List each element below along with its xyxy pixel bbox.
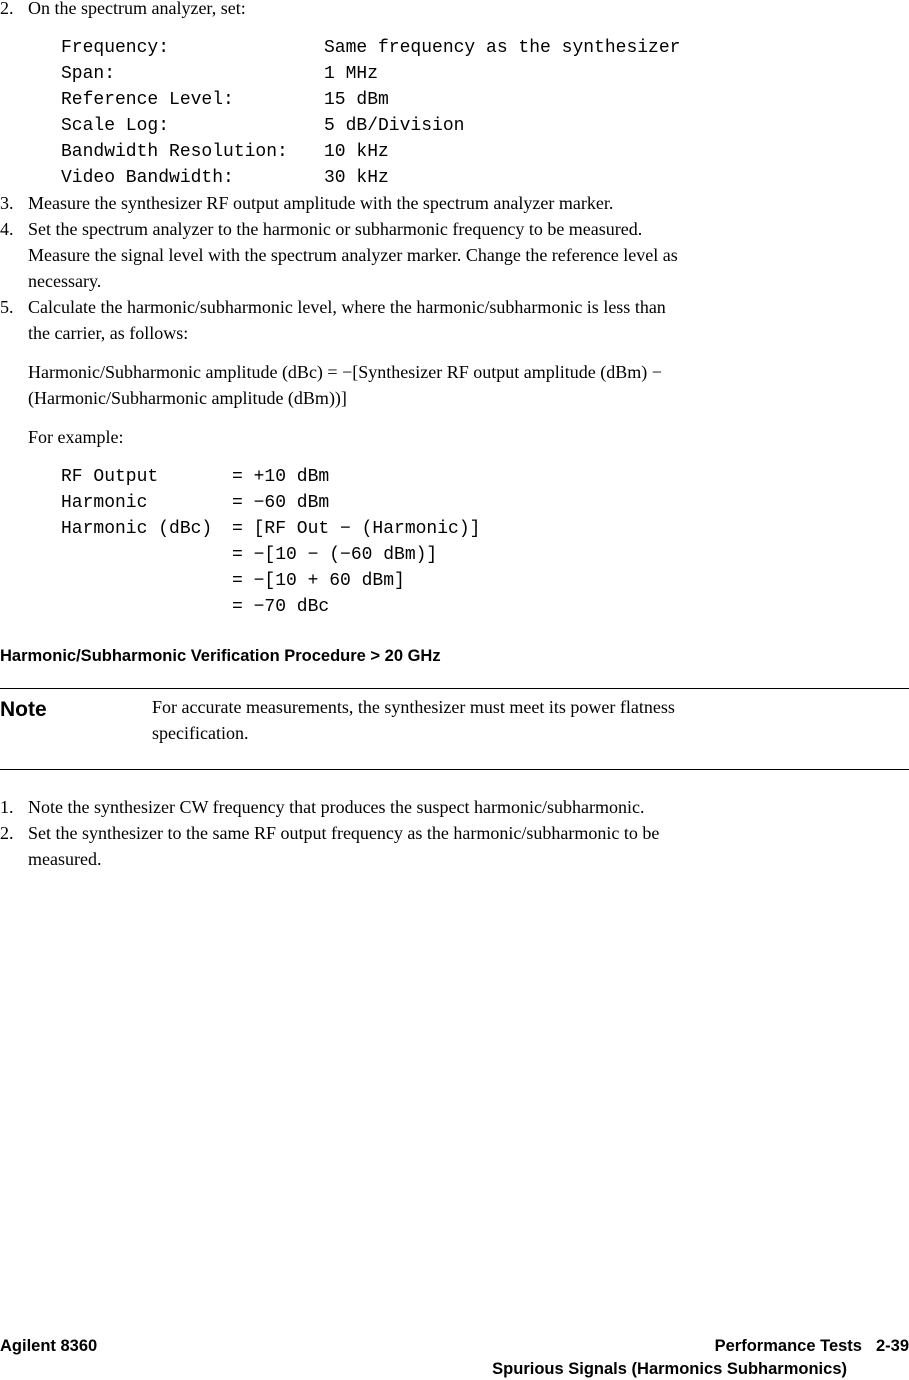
setting-value: Same frequency as the synthesizer	[324, 38, 681, 58]
procedure-step-1	[0, 794, 644, 820]
setting-row	[61, 139, 389, 165]
example-row	[61, 568, 405, 594]
example-row	[61, 594, 329, 620]
step-2	[0, 0, 246, 21]
step-text-line: Set the synthesizer to the same RF output frequency as the harmonic/subharmonic to be	[28, 823, 660, 843]
example-expr: = [RF Out − (Harmonic)]	[232, 519, 481, 539]
step-number: 1.	[0, 797, 14, 817]
step-text-line: Calculate the harmonic/subharmonic level, where the harmonic/subharmonic is less than	[28, 297, 666, 317]
footer-title	[715, 1336, 909, 1356]
step-text: Measure the synthesizer RF output amplitude with the spectrum analyzer marker.	[28, 193, 614, 213]
procedure-step-2	[0, 820, 659, 846]
step-text-line: Set the spectrum analyzer to the harmonic or subharmonic frequency to be measured.	[28, 219, 643, 239]
example-expr: = −70 dBc	[232, 597, 330, 617]
step-text-line: the carrier, as follows:	[28, 323, 189, 343]
setting-label: Frequency:	[61, 38, 170, 58]
setting-row	[61, 87, 389, 113]
step-text-line: necessary.	[28, 271, 102, 291]
setting-label: Video Bandwidth:	[61, 168, 234, 188]
setting-value: 5 dB/Division	[324, 116, 465, 136]
setting-label: Span:	[61, 64, 116, 84]
setting-label: Bandwidth Resolution:	[61, 142, 288, 162]
footer-product: Agilent 8360	[0, 1337, 98, 1355]
setting-value: 15 dBm	[324, 90, 389, 110]
setting-value: 30 kHz	[324, 168, 389, 188]
example-row	[61, 464, 329, 490]
note-text-line: specification.	[152, 723, 249, 743]
example-expr: = +10 dBm	[232, 467, 330, 487]
example-row	[61, 490, 329, 516]
setting-label: Scale Log:	[61, 116, 170, 136]
example-label: Harmonic	[61, 493, 148, 513]
example-expr: = −60 dBm	[232, 493, 330, 513]
note-text-line: For accurate measurements, the synthesizer must meet its power flatness	[152, 697, 675, 717]
example-row	[61, 542, 437, 568]
note-top-rule	[0, 688, 909, 689]
example-label: RF Output	[61, 467, 159, 487]
section-heading: Harmonic/Subharmonic Verification Procedure > 20 GHz	[0, 647, 441, 665]
setting-row	[61, 165, 389, 191]
step-text-line: Measure the signal level with the spectrum analyzer marker. Change the reference level as	[28, 245, 678, 265]
step-number: 5.	[0, 297, 14, 317]
setting-row	[61, 61, 378, 87]
step-number: 2.	[0, 823, 14, 843]
step-4	[0, 216, 642, 242]
formula-line: (Harmonic/Subharmonic amplitude (dBm))]	[28, 388, 347, 408]
step-number: 4.	[0, 219, 14, 239]
example-expr: = −[10 − (−60 dBm)]	[232, 545, 438, 565]
footer-subtitle: Spurious Signals (Harmonics Subharmonics)	[492, 1360, 847, 1378]
setting-value: 1 MHz	[324, 64, 379, 84]
footer-page-number: 2-39	[875, 1337, 909, 1355]
example-label: Harmonic (dBc)	[61, 519, 213, 539]
note-label: Note	[0, 698, 47, 721]
step-5	[0, 294, 666, 320]
step-3	[0, 190, 613, 216]
step-text: On the spectrum analyzer, set:	[28, 0, 246, 18]
step-number: 2.	[0, 0, 14, 18]
step-number: 3.	[0, 193, 14, 213]
step-text: Note the synthesizer CW frequency that produces the suspect harmonic/subharmonic.	[28, 797, 645, 817]
setting-label: Reference Level:	[61, 90, 234, 110]
example-expr: = −[10 + 60 dBm]	[232, 571, 405, 591]
note-bottom-rule	[0, 769, 909, 770]
example-intro: For example:	[28, 427, 124, 447]
formula-line: Harmonic/Subharmonic amplitude (dBc) = −[Synthesizer RF output amplitude (dBm) −	[28, 362, 662, 382]
setting-value: 10 kHz	[324, 142, 389, 162]
footer-chapter-title: Performance Tests	[714, 1337, 862, 1355]
setting-row	[61, 113, 464, 139]
setting-row	[61, 35, 680, 61]
step-text-line: measured.	[28, 849, 102, 869]
example-row	[61, 516, 480, 542]
